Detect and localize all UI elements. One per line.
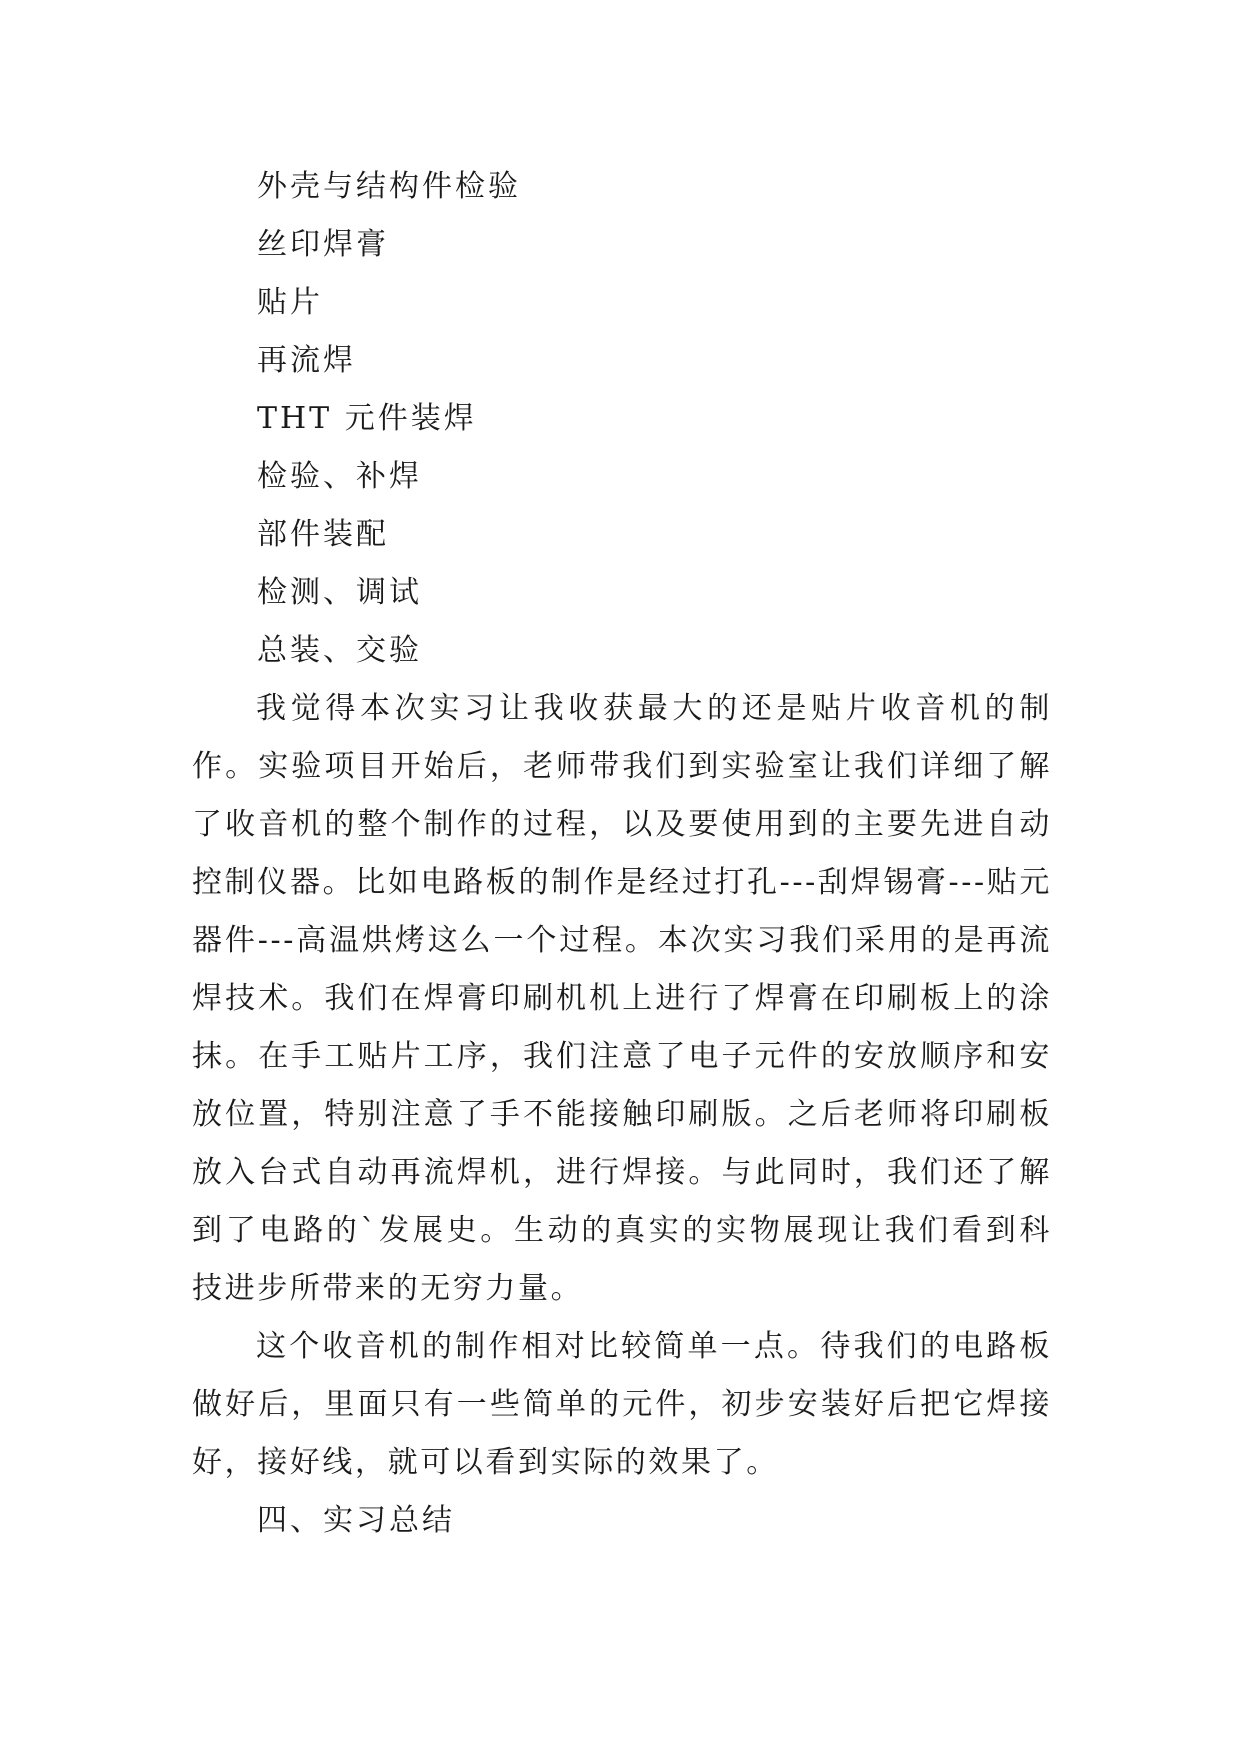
process-step: 总装、交验 (257, 633, 422, 668)
body-paragraph-radio: 这个收音机的制作相对比较简单一点。待我们的电路板做好后，里面只有一些简单的元件，初步安装好后把它焊接好，接好线，就可以看到实际的效果了。 (192, 1329, 1052, 1480)
process-step: 部件装配 (257, 517, 389, 552)
process-step: 外壳与结构件检验 (257, 169, 521, 204)
process-step: 再流焊 (257, 343, 356, 378)
process-step: 丝印焊膏 (257, 227, 389, 262)
process-step: 检验、补焊 (257, 459, 422, 494)
process-step: 检测、调试 (257, 575, 422, 610)
process-step-list (257, 158, 521, 680)
process-step: THT 元件装焊 (257, 401, 477, 436)
process-step: 贴片 (257, 285, 323, 320)
body-paragraph-experience: 我觉得本次实习让我收获最大的还是贴片收音机的制作。实验项目开始后，老师带我们到实验室让我们详细了解了收音机的整个制作的过程，以及要使用到的主要先进自动控制仪器。比如电路板的制作是经过打孔---刮焊锡膏---贴元器件---高温烘烤这么一个过程。本次实习我们采用的是再流焊技术。我们在焊膏印刷机机上进行了焊膏在印刷板上的涂抹。在手工贴片工序，我们注意了电子元件的安放顺序和安放位置，特别注意了手不能接触印刷版。之后老师将印刷板放入台式自动再流焊机，进行焊接。与此同时，我们还了解到了电路的`发展史。生动的真实的实物展现让我们看到科技进步所带来的无穷力量。 (192, 691, 1052, 1306)
section-heading: 四、实习总结 (257, 1503, 455, 1538)
